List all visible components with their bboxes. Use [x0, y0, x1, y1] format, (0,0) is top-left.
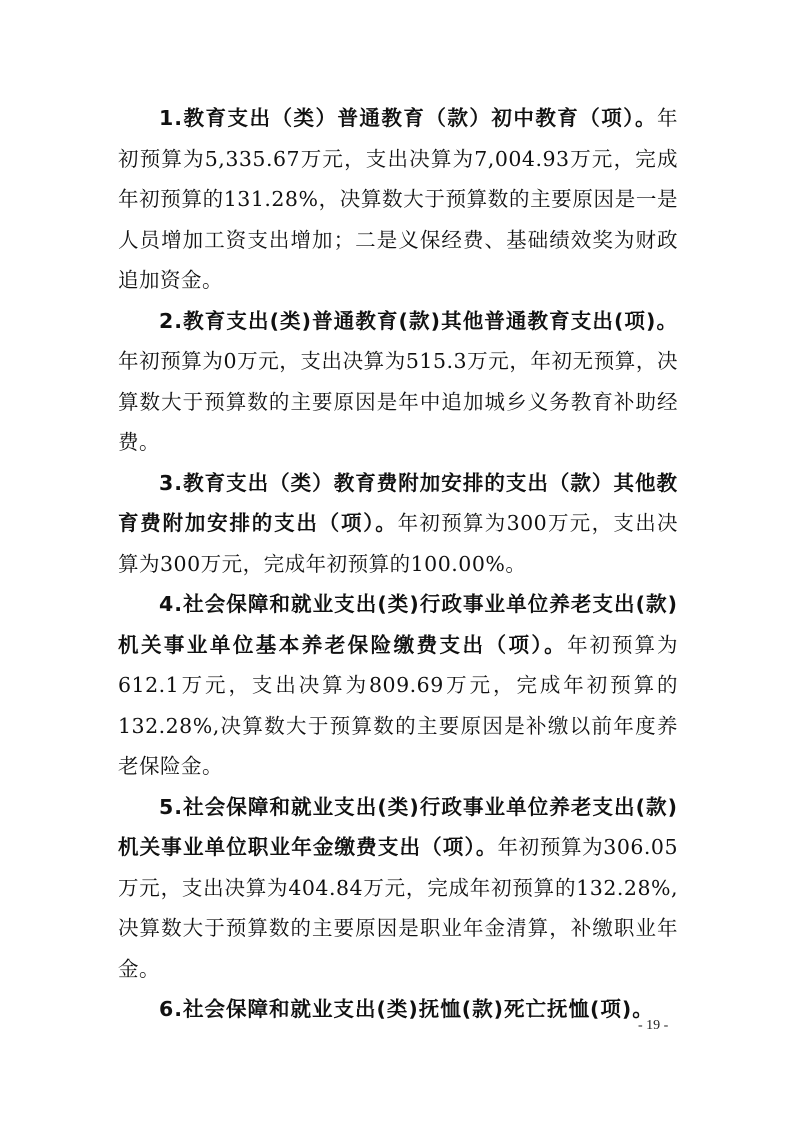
paragraph-3 — [118, 463, 678, 585]
paragraph-4 — [118, 584, 678, 787]
page-number: - 19 - — [638, 1018, 669, 1033]
paragraph-text: 年初预算为612.1万元，支出决算为809.69万元，完成年初预算的132.28%,决算数大于预算数的主要原因是补缴以前年度养老保险金。 — [118, 632, 678, 778]
paragraph-text: 年初预算为5,335.67万元，支出决算为7,004.93万元，完成年初预算的131.28%，决算数大于预算数的主要原因是一是人员增加工资支出增加；二是义保经费、基础绩效奖为财政追加资金。 — [118, 106, 678, 292]
paragraph-heading: 5.社会保障和就业支出(类)行政事业单位养老支出(款)机关事业单位职业年金缴费支出（项）。 — [118, 794, 678, 859]
paragraph-text: 年初预算为306.05万元，支出决算为404.84万元，完成年初预算的132.28%,决算数大于预算数的主要原因是职业年金清算，补缴职业年金。 — [118, 835, 679, 981]
paragraph-text: 年初预算为0万元，支出决算为515.3万元，年初无预算，决算数大于预算数的主要原因是年中追加城乡义务教育补助经费。 — [118, 349, 678, 454]
paragraph-heading: 6.社会保障和就业支出(类)抚恤(款)死亡抚恤(项)。 — [159, 997, 654, 1021]
paragraph-1 — [118, 98, 678, 301]
paragraph-heading: 4.社会保障和就业支出(类)行政事业单位养老支出(款)机关事业单位基本养老保险缴费支出（项）。 — [118, 592, 678, 657]
paragraph-6 — [118, 989, 678, 1030]
paragraph-heading: 2.教育支出(类)普通教育(款)其他普通教育支出(项)。 — [159, 308, 678, 333]
paragraph-text: 年初预算为300万元，支出决算为300万元，完成年初预算的100.00%。 — [118, 511, 678, 576]
document-body — [118, 98, 678, 1030]
paragraph-2 — [118, 301, 678, 463]
paragraph-5 — [118, 787, 678, 990]
paragraph-heading: 1.教育支出（类）普通教育（款）初中教育（项）。 — [159, 106, 657, 130]
paragraph-heading: 3.教育支出（类）教育费附加安排的支出（款）其他教育费附加安排的支出（项）。 — [118, 470, 678, 535]
